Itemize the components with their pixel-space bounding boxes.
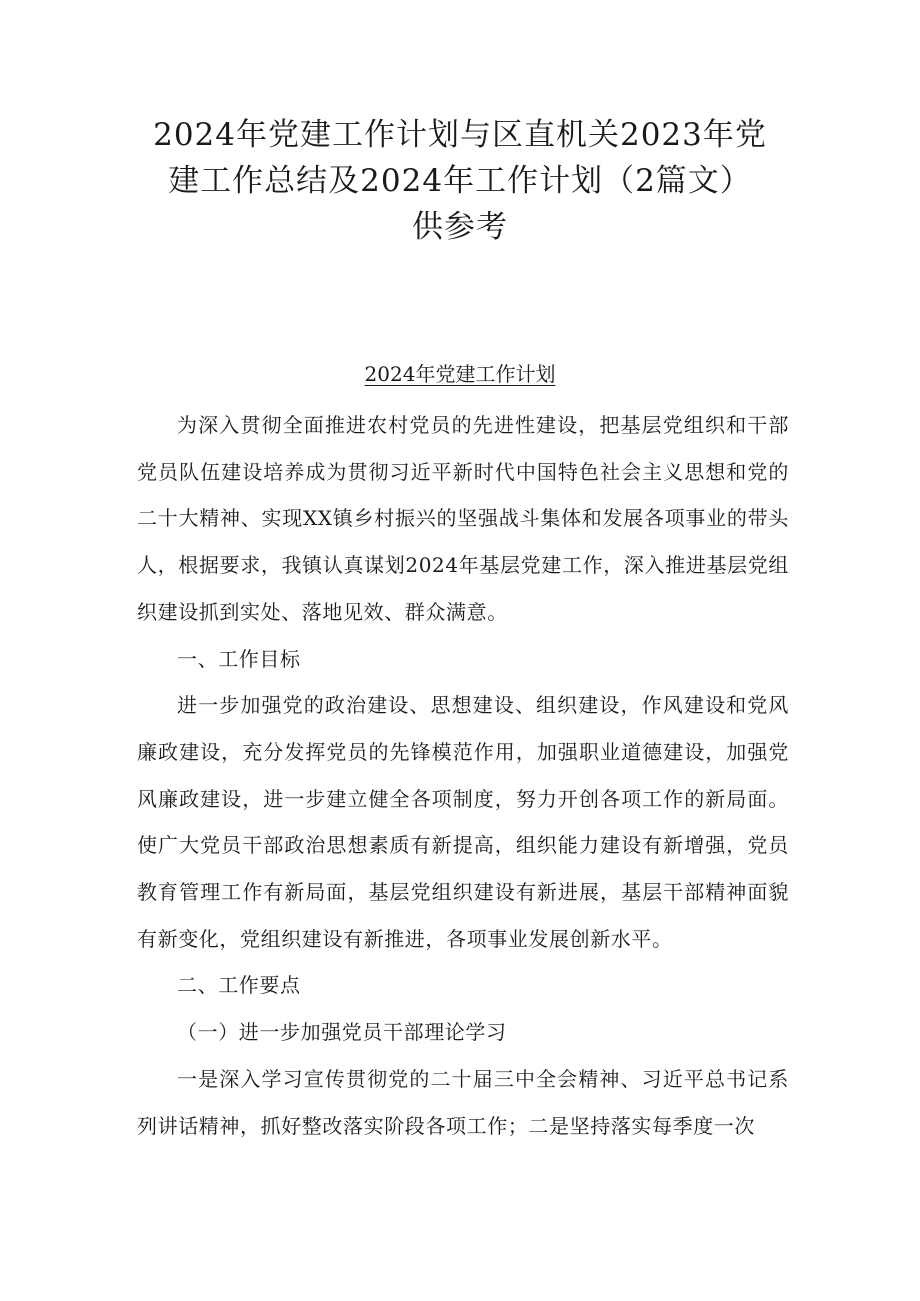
document-title bbox=[100, 112, 820, 250]
section-title-text: 2024年党建工作计划 bbox=[364, 362, 556, 386]
study-paragraph: 一是深入学习宣传贯彻党的二十届三中全会精神、习近平总书记系列讲话精神，抓好整改落实阶段各项工作；二是坚持落实每季度一次 bbox=[137, 1066, 789, 1138]
title-line-2: 建工作总结及2024年工作计划（2篇文） bbox=[168, 163, 752, 199]
heading-work-goals: 一、工作目标 bbox=[177, 646, 301, 671]
title-line-3: 供参考 bbox=[412, 209, 508, 245]
goals-paragraph: 进一步加强党的政治建设、思想建设、组织建设，作风建设和党风廉政建设，充分发挥党员的先锋模范作用，加强职业道德建设，加强党风廉政建设，进一步建立健全各项制度，努力开创各项工作的新局面。使广大党员干部政治思想素质有新提高，组织能力建设有新增强，党员教育管理工作有新局面，基层党组织建设有新进展，基层干部精神面貌有新变化，党组织建设有新推进，各项事业发展创新水平。 bbox=[137, 693, 789, 951]
title-line-1: 2024年党建工作计划与区直机关2023年党 bbox=[153, 117, 767, 153]
intro-paragraph: 为深入贯彻全面推进农村党员的先进性建设，把基层党组织和干部党员队伍建设培养成为贯彻习近平新时代中国特色社会主义思想和党的二十大精神、实现XX镇乡村振兴的坚强战斗集体和发展各项事业的带头人，根据要求，我镇认真谋划2024年基层党建工作，深入推进基层党组织建设抓到实处、落地见效、群众满意。 bbox=[137, 413, 789, 624]
subheading-theory-study: （一）进一步加强党员干部理论学习 bbox=[177, 1020, 507, 1045]
section-title bbox=[100, 360, 820, 388]
body-text bbox=[137, 402, 789, 1149]
heading-work-points: 二、工作要点 bbox=[177, 973, 301, 998]
